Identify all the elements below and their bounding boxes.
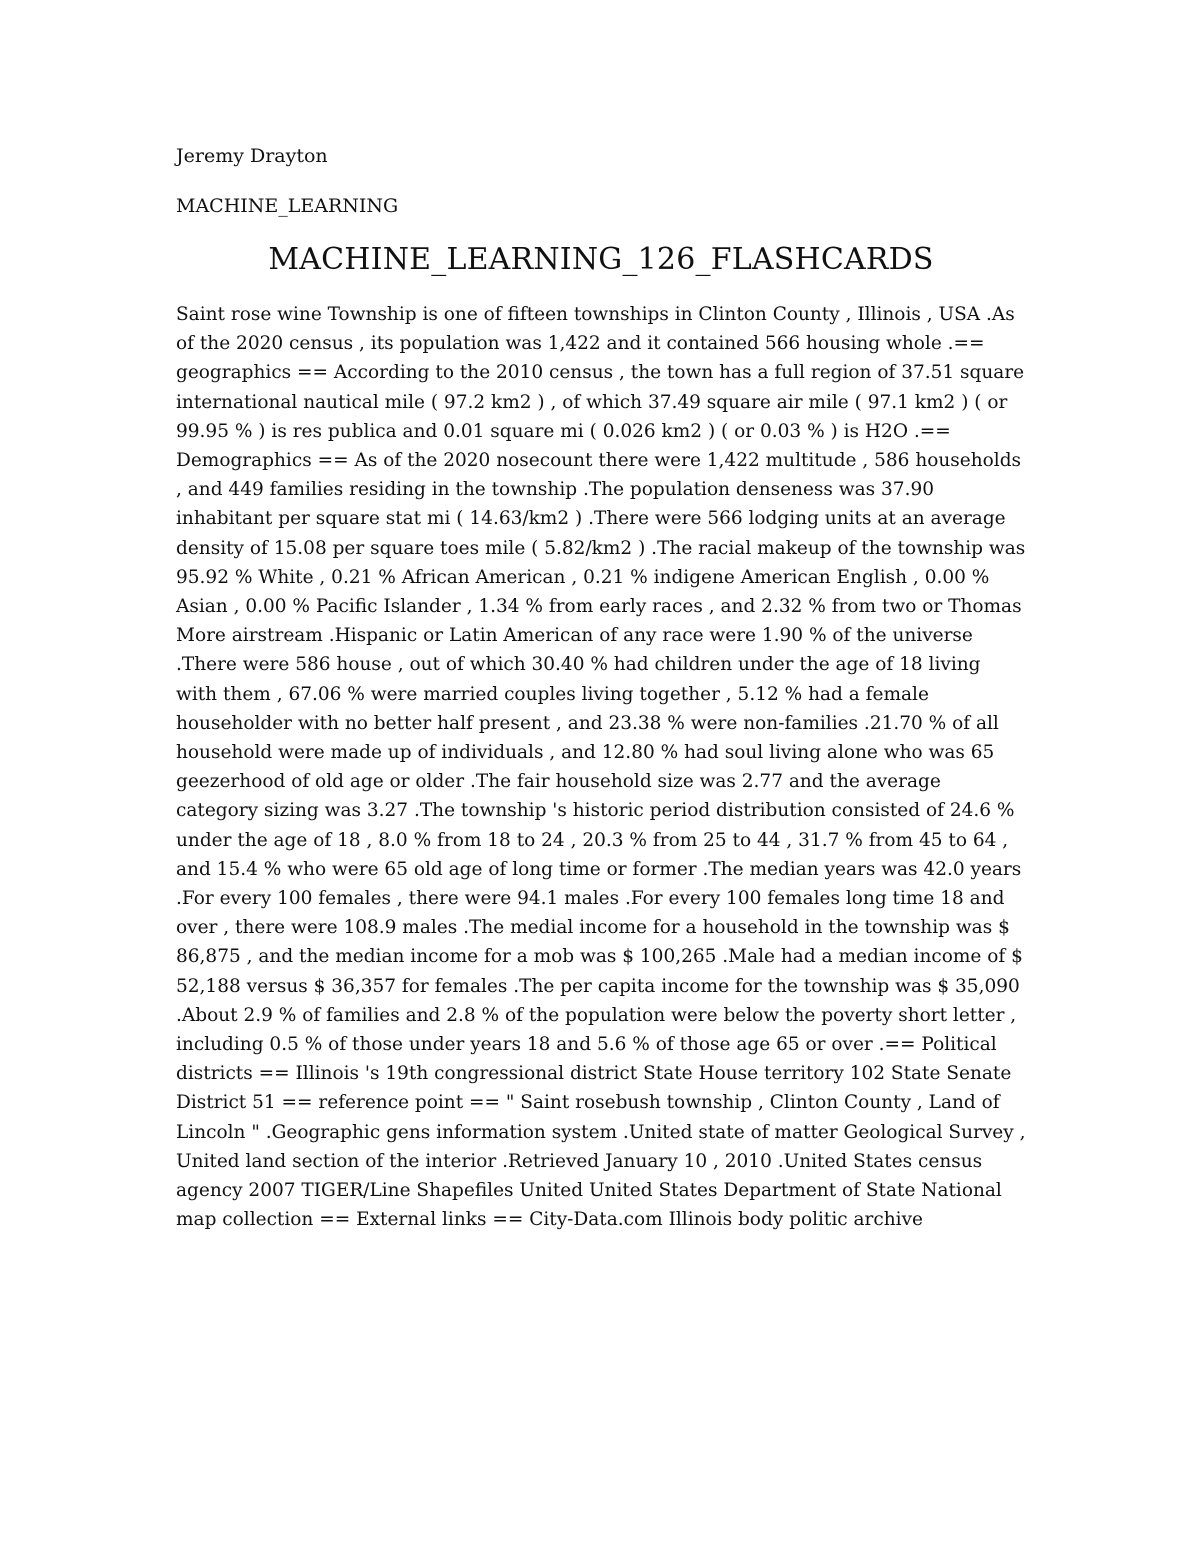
document-title: MACHINE_LEARNING_126_FLASHCARDS: [268, 242, 934, 277]
course-name: MACHINE_LEARNING: [176, 195, 399, 217]
body-paragraph: Saint rose wine Township is one of fifteen townships in Clinton County , Illinois , USA .As of the 2020 census , its population was 1,422 and it contained 566 housing whole .== geographics == According to the 2010 census , the town has a full region of 37.51 square international nautical mile ( 97.2 km2 ) , of which 37.49 square air mile ( 97.1 km2 ) ( or 99.95 % ) is res publica and 0.01 square mi ( 0.026 km2 ) ( or 0.03 % ) is H2O .== Demographics == As of the 2020 nosecount there were 1,422 multitude , 586 households , and 449 families residing in the township .The population denseness was 37.90 inhabitant per square stat mi ( 14.63/km2 ) .There were 566 lodging units at an average density of 15.08 per square toes mile ( 5.82/km2 ) .The racial makeup of the township was 95.92 % White , 0.21 % African American , 0.21 % indigene American English , 0.00 % Asian , 0.00 % Pacific Islander , 1.34 % from early races , and 2.32 % from two or Thomas More airstream .Hispanic or Latin American of any race were 1.90 % of the universe .There were 586 house , out of which 30.40 % had children under the age of 18 living with them , 67.06 % were married couples living together , 5.12 % had a female householder with no better half present , and 23.38 % were non-families .21.70 % of all household were made up of individuals , and 12.80 % had soul living alone who was 65 geezerhood of old age or older .The fair household size was 2.77 and the average category sizing was 3.27 .The township 's historic period distribution consisted of 24.6 % under the age of 18 , 8.0 % from 18 to 24 , 20.3 % from 25 to 44 , 31.7 % from 45 to 64 , and 15.4 % who were 65 old age of long time or former .The median years was 42.0 years .For every 100 females , there were 94.1 males .For every 100 females long time 18 and over , there were 108.9 males .The medial income for a household in the township was $ 86,875 , and the median income for a mob was $ 100,265 .Male had a median income of $ 52,188 versus $ 36,357 for females .The per capita income for the township was $ 35,090 .About 2.9 % of families and 2.8 % of the population were below the poverty short letter , including 0.5 % of those under years 18 and 5.6 % of those age 65 or over .== Political districts == Illinois 's 19th congressional district State House territory 102 State Senate District 51 == reference point == " Saint rosebush township , Clinton County , Land of Lincoln " .Geographic gens information system .United state of matter Geological Survey , United land section of the interior .Retrieved January 10 , 2010 .United States census agency 2007 TIGER/Line Shapefiles United United States Department of State National map collection == External links == City-Data.com Illinois body politic archive: [176, 304, 1026, 1231]
author-name: Jeremy Drayton: [176, 145, 328, 167]
document-page: [176, 140, 1026, 1235]
